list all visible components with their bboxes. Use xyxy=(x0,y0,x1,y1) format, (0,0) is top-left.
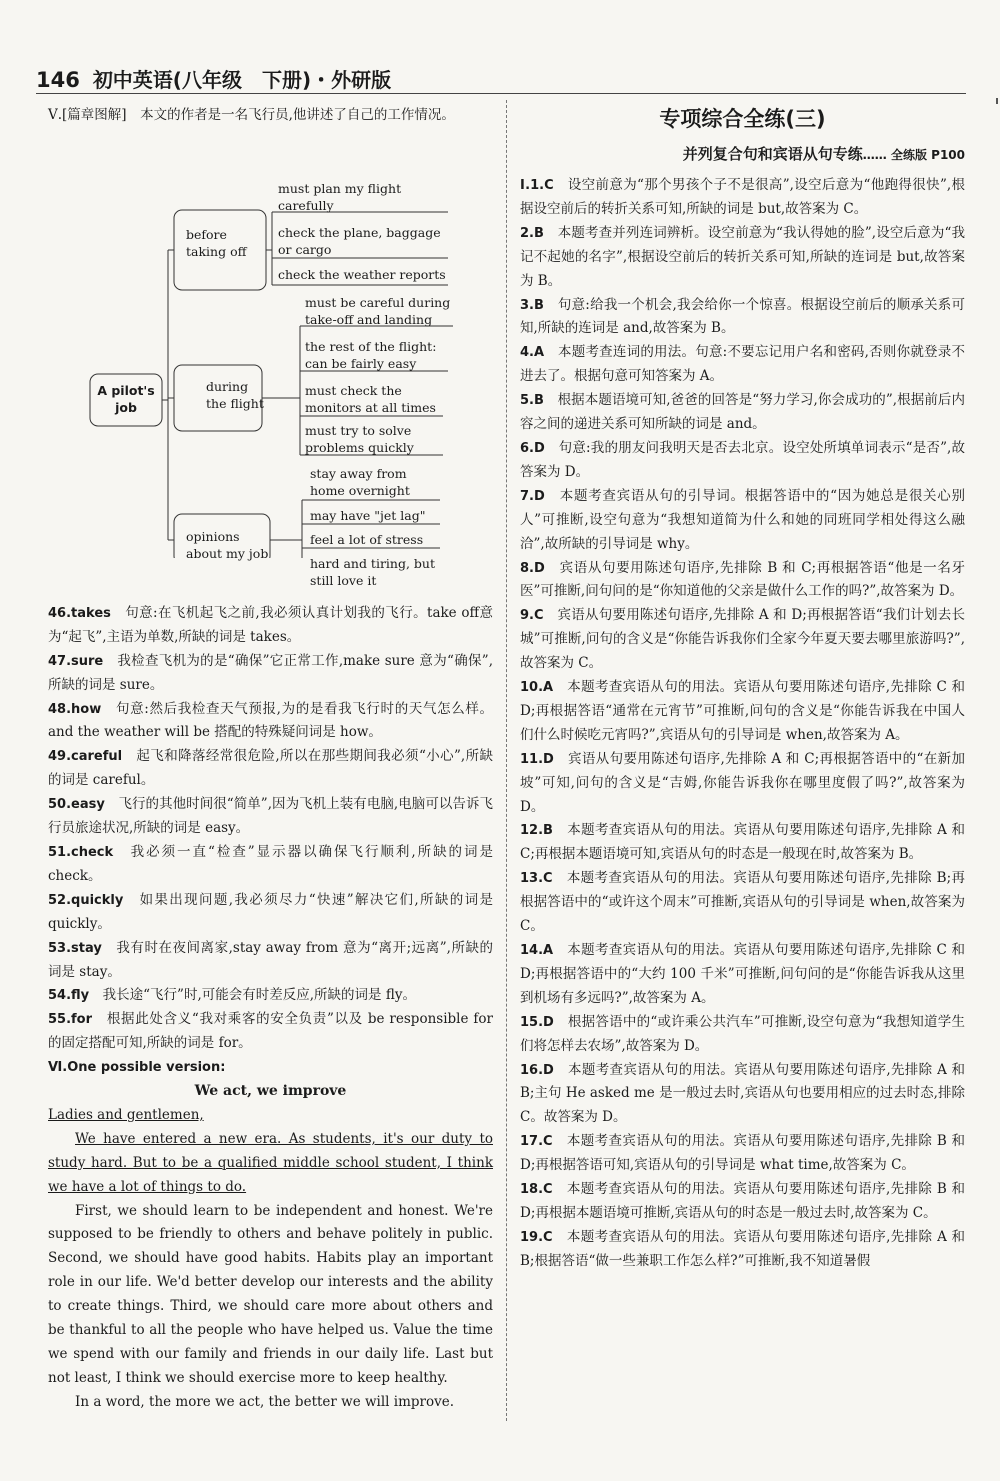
section-title: 专项综合全练(三) xyxy=(659,107,826,131)
mind-map xyxy=(48,130,493,588)
leaf-hard-tiring: hard and tiring, but still love it xyxy=(310,555,435,588)
essay-title: We act, we improve xyxy=(194,1083,347,1100)
page-number: 146 xyxy=(36,68,80,92)
answer-item: 10.A 本题考查宾语从句的用法。宾语从句要用陈述句语序,先排除 C 和 D;再根据答语“通常在元宵节”可推断,问句的含义是“你能告诉我在中国人们什么时候吃元宵吗?”,宾语从句的引导词是 when,故答案为 A。 xyxy=(520,679,966,743)
answer-item: 48.how 句意:然后我检查天气预报,为的是看我飞行时的天气怎么样。and the weather will be 搭配的特殊疑问词是 how。 xyxy=(48,700,494,741)
answer-item: 14.A 本题考查宾语从句的用法。宾语从句要用陈述句语序,先排除 C 和 D;再根据答语中的“大约 100 千米”可推断,问句问的是“你能告诉我从这里到机场有多远吗?”,故答案为 A。 xyxy=(520,942,966,1006)
answer-item: 11.D 宾语从句要用陈述句语序,先排除 A 和 C;再根据答语中的“在新加坡”可知,问句的含义是“吉姆,你能告诉我你在哪里度假了吗?”,故答案为 D。 xyxy=(520,750,965,815)
leaf-solve-problems: must try to solve problems quickly xyxy=(305,422,414,455)
header-rule xyxy=(36,93,966,94)
answer-item: 52.quickly 如果出现问题,我必须尽力“快速”解决它们,所缺的词是 quickly。 xyxy=(48,891,494,932)
answer-item: 3.B 句意:给我一个机会,我会给你一个惊喜。根据设空前后的顺承关系可知,所缺的连词是 and,故答案为 B。 xyxy=(520,296,965,337)
leaf-check-plane: check the plane, baggage or cargo xyxy=(278,224,441,257)
leaf-check-weather: check the weather reports xyxy=(278,266,446,282)
answer-item: 6.D 句意:我的朋友问我明天是否去北京。设空处所填单词表示“是否”,故答案为 D。 xyxy=(520,439,965,480)
answer-item: 16.D 本题考查宾语从句的用法。宾语从句要用陈述句语序,先排除 A 和 B;主句 He asked me 是一般过去时,宾语从句也要用相应的过去时态,排除 C。故答案为 D。 xyxy=(520,1061,966,1126)
answer-item: 4.A 本题考查连词的用法。句意:不要忘记用户名和密码,否则你就登录不进去了。根据句意可知答案为 A。 xyxy=(520,344,966,385)
leaf-stay-away: stay away from home overnight xyxy=(310,465,410,498)
answer-item: 13.C 本题考查宾语从句的用法。宾语从句要用陈述句语序,先排除 B;再根据答语中的“或许这个周末”可推断,宾语从句的引导词是 when,故答案为 C。 xyxy=(520,870,965,935)
essay-greeting: Ladies and gentlemen, xyxy=(48,1106,204,1123)
answer-item: 15.D 根据答语中的“或许乘公共汽车”可推断,设空句意为“我想知道学生们将怎样去农场”,故答案为 D。 xyxy=(520,1013,966,1054)
subtitle-reference: …… 全练版 P100 xyxy=(862,148,965,162)
section6-heading: Ⅵ.One possible version: xyxy=(48,1060,226,1076)
essay-paragraph: First, we should learn to be independent and honest. We're supposed to be friendly to others and behave politely in public. Second, we should have good habits. Habits play an important role in our life. We'd better develop our interests and the ability to create things. Third, we should care more about others and be thankful to all the people who have helped us. Value the time we spend with our family and friends in our daily life. Last but not least, I think we should exercise more to keep healthy. xyxy=(48,1202,493,1386)
section5-intro: Ⅴ.[篇章图解] 本文的作者是一名飞行员,他讲述了自己的工作情况。 xyxy=(48,107,455,123)
leaf-jet-lag: may have "jet lag" xyxy=(310,507,426,523)
leaf-stress: feel a lot of stress xyxy=(310,531,424,547)
leaf-check-monitors: must check the monitors at all times xyxy=(305,382,436,415)
answer-item: 49.careful 起飞和降落经常很危险,所以在那些期间我必须“小心”,所缺的词是 careful。 xyxy=(48,748,494,789)
answer-item: 9.C 宾语从句要用陈述句语序,先排除 A 和 D;再根据答语“我们计划去长城”可推断,问句的含义是“你能告诉我你们全家今年夏天要去哪里旅游吗?”,故答案为 C。 xyxy=(520,607,966,672)
root-node: A pilot's job xyxy=(97,382,155,415)
answer-item: 47.sure 我检查飞机为的是“确保”它正常工作,make sure 意为“确保”,所缺的词是 sure。 xyxy=(48,652,493,693)
answer-item: 46.takes 句意:在飞机起飞之前,我必须认真计划我的飞行。take off意为“起飞”,主语为单数,所缺的词是 takes。 xyxy=(48,604,493,645)
node-during-the-flight: during the flight xyxy=(206,378,264,411)
answer-item: 54.fly 我长途“飞行”时,可能会有时差反应,所缺的词是 fly。 xyxy=(48,987,416,1004)
answer-item: 50.easy 飞行的其他时间很“简单”,因为飞机上装有电脑,电脑可以告诉飞行员旅途状况,所缺的词是 easy。 xyxy=(48,796,494,837)
essay-paragraph: In a word, the more we act, the better we will improve. xyxy=(75,1393,455,1410)
leaf-rest-easy: the rest of the flight: can be fairly easy xyxy=(305,338,437,371)
section-subtitle xyxy=(520,143,965,164)
answer-item: 53.stay 我有时在夜间离家,stay away from 意为“离开;远离”,所缺的词是 stay。 xyxy=(48,939,494,980)
answer-item: 8.D 宾语从句要用陈述句语序,先排除 B 和 C;再根据答语“他是一名牙医”可推断,问句问的是“你知道他的父亲是做什么工作的吗?”,故答案为 D。 xyxy=(520,559,965,600)
answer-item: 2.B 本题考查并列连词辨析。设空前意为“我认得她的脸”,设空后意为“我记不起她的名字”,根据设空前后的转折关系可知,所缺的连词是 but,故答案为 B。 xyxy=(520,224,966,289)
answer-item: 19.C 本题考查宾语从句的用法。宾语从句要用陈述句语序,先排除 A 和 B;根据答语“做一些兼职工作怎么样?”可推断,我不知道暑假 xyxy=(520,1228,966,1269)
leaf-plan-flight: must plan my flight carefully xyxy=(278,180,402,213)
answer-item: 12.B 本题考查宾语从句的用法。宾语从句要用陈述句语序,先排除 A 和 C;再根据本题语境可知,宾语从句的时态是一般现在时,故答案为 B。 xyxy=(520,822,966,863)
page-header xyxy=(36,64,391,93)
answer-item: 18.C 本题考查宾语从句的用法。宾语从句要用陈述句语序,先排除 B 和 D;再根据本题语境可推断,宾语从句的时态是一般过去时,故答案为 C。 xyxy=(520,1181,965,1221)
left-column xyxy=(48,104,493,1415)
answer-item: 55.for 根据此处含义“我对乘客的安全负责”以及 be responsible for 的固定搭配可知,所缺的词是 for。 xyxy=(48,1011,493,1052)
subtitle-text: 并列复合句和宾语从句专练 xyxy=(682,145,863,163)
edge-mark xyxy=(996,98,998,104)
column-divider xyxy=(506,100,507,1421)
answer-item: Ⅰ.1.C 设空前意为“那个男孩个子不是很高”,设空后意为“他跑得很快”,根据设空前后的转折关系可知,所缺的词是 but,故答案为 C。 xyxy=(520,177,965,217)
answer-item: 5.B 根据本题语境可知,爸爸的回答是“努力学习,你会成功的”,根据前后内容之间的递进关系可知所缺的词是 and。 xyxy=(520,392,966,433)
answer-item: 51.check 我必须一直“检查”显示器以确保飞行顺利,所缺的词是 check。 xyxy=(48,843,493,884)
book-title: 初中英语(八年级 下册)・外研版 xyxy=(92,68,392,92)
node-opinions: opinions about my job xyxy=(186,528,269,561)
node-before-taking-off: before taking off xyxy=(186,226,247,259)
right-column xyxy=(520,174,965,1274)
leaf-careful-takeoff: must be careful during take-off and landing xyxy=(305,294,451,327)
answer-item: 7.D 本题考查宾语从句的引导词。根据答语中的“因为她总是很关心别人”可推断,设空句意为“我想知道简为什么和她的同班同学相处得这么融洽”,故所缺的引导词是 why。 xyxy=(520,487,966,552)
answer-item: 17.C 本题考查宾语从句的用法。宾语从句要用陈述句语序,先排除 B 和 D;再根据答语可知,宾语从句的引导词是 what time,故答案为 C。 xyxy=(520,1133,965,1174)
essay-paragraph: We have entered a new era. As students, it's our duty to study hard. But to be a qualified middle school student, I think we have a lot of things to do. xyxy=(48,1130,493,1195)
